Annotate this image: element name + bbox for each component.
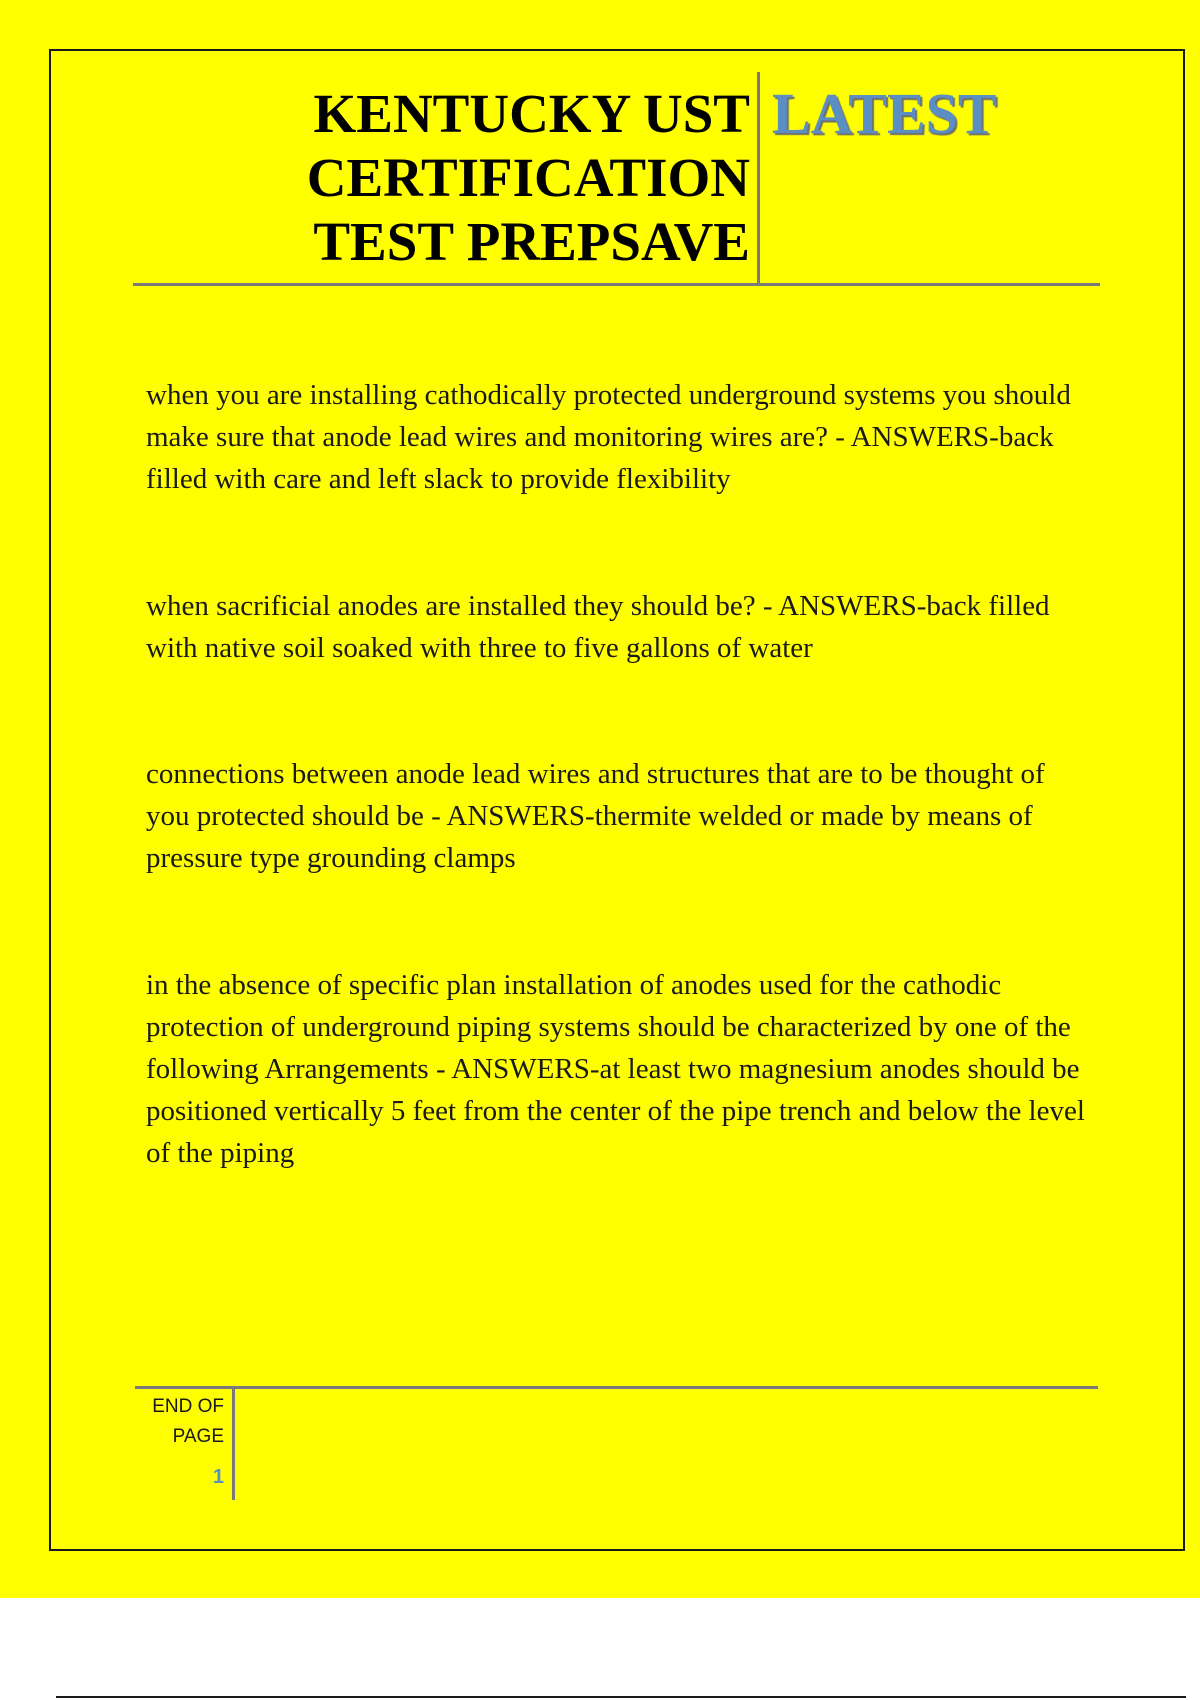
question-answer-1: when you are installing cathodically protected underground systems you should make sure that anode lead wires and monitoring wires are? - ANSWERS-back filled with care and left slack to provide flexibility [146,379,1071,495]
title-line-1: KENTUCKY UST [313,83,750,144]
header-rule [133,283,1100,286]
title-line-3: TEST PREPSAVE [313,211,750,272]
end-of-page-label [120,1392,224,1452]
latest-badge: LATEST [772,81,997,146]
footer-rule [135,1386,1098,1389]
question-answer-4: in the absence of specific plan installation of anodes used for the cathodic protection of underground piping systems should be characterized by one of the following Arrangements - ANSWERS-at least two magnesium anodes should be positioned vertically 5 feet from the center of the pipe trench and below the level of the piping [146,969,1085,1169]
question-answer-3: connections between anode lead wires and structures that are to be thought of you protected should be - ANSWERS-thermite welded or made by means of pressure type grounding clamps [146,758,1045,874]
title-divider [757,72,760,284]
bottom-rule [56,1696,1186,1698]
page-number: 1 [212,1466,224,1488]
footer-divider [232,1388,235,1500]
end-of-label: END OF [152,1396,224,1417]
question-answer-2: when sacrificial anodes are installed they should be? - ANSWERS-back filled with native soil soaked with three to five gallons of water [146,590,1050,664]
title-line-2: CERTIFICATION [306,147,750,208]
page-label: PAGE [172,1426,224,1447]
document-title [200,82,750,274]
